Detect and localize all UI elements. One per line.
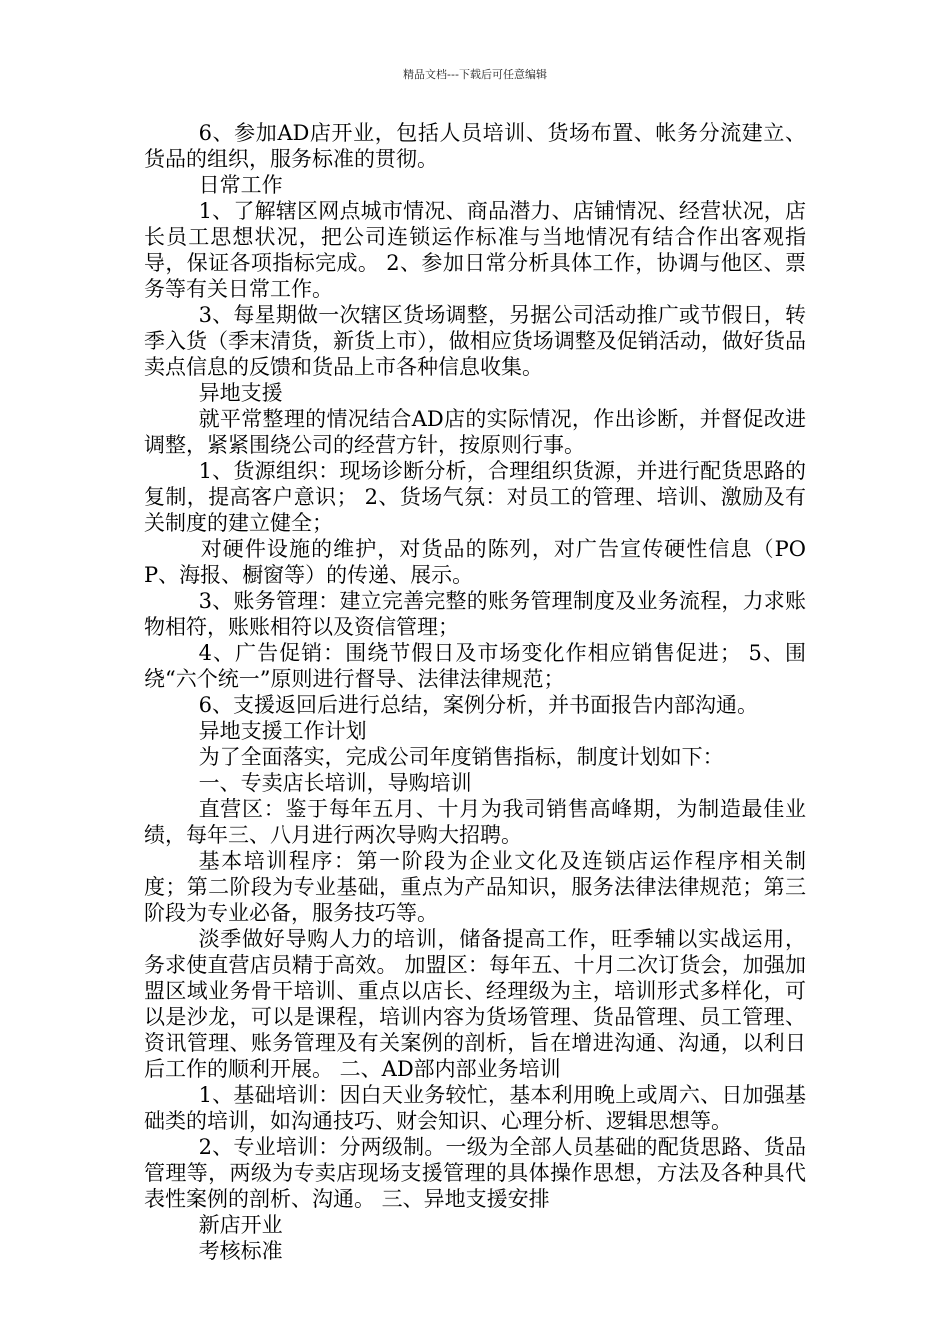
paragraph-professional-training: 2、专业培训：分两级制。一级为全部人员基础的配货思路、货品管理等，两级为专卖店现场支援管理的具体操作思想，方法及各种具代表性案例的剖析、沟通。 三、异地支援安排 xyxy=(144,1135,806,1211)
paragraph-off-season-training: 淡季做好导购人力的培训，储备提高工作，旺季辅以实战运用，务求使直营店员精于高效。 加盟区：每年五、十月二次订货会，加强加盟区域业务骨干培训、重点以店长、经理级为主，培训形式多样化，可以是沙龙，可以是课程，培训内容为货场管理、货品管理、员工管理、资讯管理、账务管理及有关案例的剖析，旨在增进沟通、沟通，以利日后工作的顺利开展。 二、AD部内部业务培训 xyxy=(144,927,806,1081)
paragraph-support-summary: 6、支援返回后进行总结，案例分析，并书面报告内部沟通。 xyxy=(198,693,758,717)
paragraph-direct-stores: 直营区：鉴于每年五月、十月为我司销售高峰期，为制造最佳业绩，每年三、八月进行两次导购大招聘。 xyxy=(144,797,806,847)
paragraph-daily-work-3: 3、每星期做一次辖区货场调整，另据公司活动推广或节假日，转季入货（季末清货，新货上市），做相应货场调整及促销活动，做好货品卖点信息的反馈和货品上市各种信息收集。 xyxy=(144,303,806,379)
paragraph-plan-intro: 为了全面落实，完成公司年度销售指标，制度计划如下： xyxy=(198,745,724,769)
heading-new-store-opening: 新店开业 xyxy=(198,1213,283,1237)
paragraph-daily-work-1: 1、了解辖区网点城市情况、商品潜力、店铺情况、经营状况，店长员工思想状况，把公司连锁运作标准与当地情况有结合作出客观指导，保证各项指标完成。 2、参加日常分析具体工作，协调与他区、票务等有关日常工作。 xyxy=(144,199,806,301)
paragraph-basic-training-program: 基本培训程序：第一阶段为企业文化及连锁店运作程序相关制度；第二阶段为专业基础，重点为产品知识，服务法律法律规范；第三阶段为专业必备，服务技巧等。 xyxy=(144,849,806,925)
page-header: 精品文档---下载后可任意编辑 xyxy=(403,68,547,81)
heading-daily-work: 日常工作 xyxy=(198,173,283,197)
paragraph-advertising-promotion: 4、广告促销：围绕节假日及市场变化作相应销售促进； 5、围绕“六个统一”原则进行督导、法律法律规范； xyxy=(144,641,806,691)
heading-remote-support: 异地支援 xyxy=(198,381,283,405)
heading-assessment-standards: 考核标准 xyxy=(198,1239,283,1263)
paragraph-basic-training: 1、基础培训：因白天业务较忙，基本利用晚上或周六、日加强基础类的培训，如沟通技巧、财会知识、心理分析、逻辑思想等。 xyxy=(144,1083,806,1133)
heading-store-manager-training: 一、专卖店长培训，导购培训 xyxy=(198,771,472,795)
paragraph-supply-organization: 1、货源组织：现场诊断分析，合理组织货源，并进行配货思路的复制，提高客户意识； 2、货场气氛：对员工的管理、培训、激励及有关制度的建立健全； xyxy=(144,459,806,535)
paragraph-account-management: 3、账务管理：建立完善完整的账务管理制度及业务流程，力求账物相符，账账相符以及资信管理； xyxy=(144,589,806,639)
paragraph-remote-support-intro: 就平常整理的情况结合AD店的实际情况，作出诊断，并督促改进调整，紧紧围绕公司的经营方针，按原则行事。 xyxy=(144,407,806,457)
paragraph-ad-store-opening: 6、参加AD店开业，包括人员培训、货场布置、帐务分流建立、货品的组织，服务标准的贯彻。 xyxy=(144,121,806,171)
document-body xyxy=(144,120,806,1264)
heading-remote-support-plan: 异地支援工作计划 xyxy=(198,719,367,743)
paragraph-hardware-maintenance: 对硬件设施的维护，对货品的陈列，对广告宣传硬性信息（POP、海报、橱窗等）的传递、展示。 xyxy=(144,537,806,587)
